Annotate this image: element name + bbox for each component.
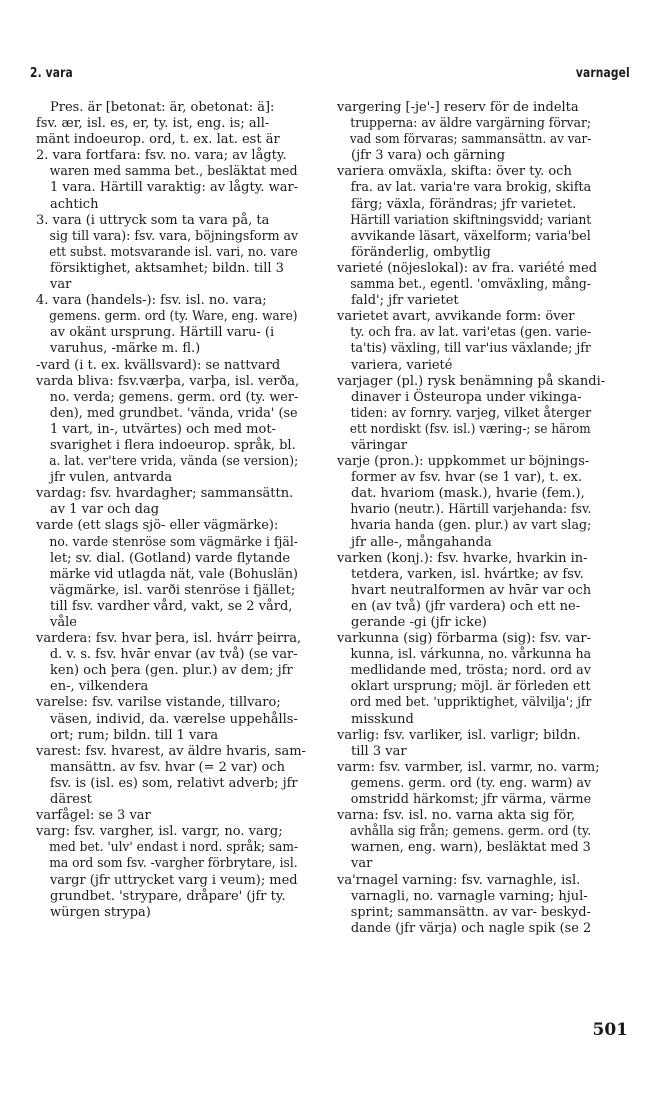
entry-continuation-line: würgen strypa)	[50, 904, 151, 920]
entry-continuation-line: vad som förvaras; sammansättn. av var-	[349, 132, 592, 148]
entry-continuation-line: no. verda; gemens. germ. ord (ty. wer-	[49, 389, 299, 405]
entry-continuation-line: fald'; jfr varietet	[351, 293, 459, 309]
entry-continuation-line: variera, varieté	[351, 357, 453, 373]
page-number: 501	[592, 1020, 628, 1040]
entry-continuation-line: vargr (jfr uttrycket varg i veum); med	[49, 872, 298, 888]
entry-headword-line: varietet avart, avvikande form: över	[337, 309, 575, 325]
entry-headword-line: 2. vara fortfara: fsv. no. vara; av lågty.	[36, 148, 287, 164]
right-column	[337, 100, 605, 937]
entry-continuation-line: hvart neutralformen av hvār var och	[351, 582, 592, 598]
entry-headword-line: mänt indoeurop. ord, t. ex. lat. est är	[36, 132, 280, 148]
entry-headword-line: vardera: fsv. hvar þera, isl. hvárr þeirra,	[36, 631, 302, 647]
entry-continuation-line: försiktighet, aktsamhet; bildn. till 3	[50, 260, 284, 276]
entry-continuation-line: den), med grundbet. 'vända, vrida' (se	[49, 405, 298, 421]
entry-continuation-line: därest	[50, 792, 92, 808]
entry-headword-line: 4. vara (handels-): fsv. isl. no. vara;	[36, 293, 267, 309]
entry-headword-line: fsv. ær, isl. es, er, ty. ist, eng. is; all-	[36, 116, 270, 132]
entry-continuation-line: trupperna: av äldre vargärning förvar;	[350, 116, 591, 132]
entry-continuation-line: sprint; sammansättn. av var- beskyd-	[350, 904, 591, 920]
entry-headword-line: varjager (pl.) rysk benämning på skandi-	[337, 373, 606, 389]
entry-continuation-line: samma bet., egentl. 'omväxling, mång-	[350, 277, 591, 293]
entry-continuation-line: varnagli, no. varnagle varning; hjul-	[351, 888, 588, 904]
entry-headword-line: varje (pron.): uppkommet ur böjnings-	[337, 454, 590, 470]
entry-continuation-line: dat. hvariom (mask.), hvarie (fem.),	[351, 486, 585, 502]
entry-headword-line: varm: fsv. varmber, isl. varmr, no. varm;	[337, 759, 600, 775]
entry-continuation-line: 1 vara. Härtill varaktig: av lågty. war-	[50, 180, 299, 196]
entry-continuation-line: var	[351, 856, 373, 872]
entry-continuation-line: no. varde stenröse som vägmärke i fjäl-	[49, 534, 299, 550]
entry-continuation-line: misskund	[351, 711, 414, 727]
entry-continuation-line: svarighet i flera indoeurop. språk, bl.	[50, 437, 296, 453]
entry-continuation-line: ett nordiskt (fsv. isl.) væring-; se härom	[349, 421, 591, 437]
entry-continuation-line: tetdera, varken, isl. hvártke; av fsv.	[351, 566, 584, 582]
entry-continuation-line: avhålla sig från; gemens. germ. ord (ty.	[350, 824, 592, 840]
entry-continuation-line: a. lat. ver'tere vrida, vända (se version);	[49, 454, 299, 470]
entry-continuation-line: dande (jfr värja) och nagle spik (se 2	[350, 920, 592, 936]
entry-continuation-line: omstridd härkomst; jfr värma, värme	[350, 792, 592, 808]
entry-headword-line: vargering [-je'-] reserv för de indelta	[337, 100, 579, 115]
entry-continuation-line: färg; växla, förändras; jfr varietet.	[351, 196, 577, 212]
entry-continuation-line: till fsv. vardher vård, vakt, se 2 vård,	[50, 598, 293, 614]
running-head-right: varnagel	[575, 66, 630, 81]
entry-continuation-line: gemens. germ. ord (ty. eng. warm) av	[350, 775, 592, 791]
entry-continuation-line: ty. och fra. av lat. vari'etas (gen. varie-	[350, 325, 592, 341]
entry-continuation-line: dinaver i Östeuropa under vikinga-	[351, 389, 582, 405]
entry-continuation-line: kunna, isl. várkunna, no. vårkunna ha	[350, 647, 592, 663]
entry-continuation-line: ord med bet. 'uppriktighet, välvilja'; jfr	[350, 695, 592, 711]
entry-continuation-line: av okänt ursprung. Härtill varu- (i	[50, 325, 275, 341]
entry-continuation-line: ken) och þera (gen. plur.) av dem; jfr	[50, 663, 293, 679]
entry-continuation-line: Pres. är [betonat: är, obetonat: ä]:	[50, 100, 275, 115]
entry-headword-line: vardag: fsv. hvardagher; sammansättn.	[36, 486, 294, 502]
entry-continuation-line: avvikande läsart, växelform; varia'bel	[350, 228, 591, 244]
entry-continuation-line: former av fsv. hvar (se 1 var), t. ex.	[351, 470, 583, 486]
entry-continuation-line: föränderlig, ombytlig	[351, 244, 491, 260]
entry-continuation-line: ort; rum; bildn. till 1 vara	[50, 727, 219, 743]
entry-headword-line: variera omväxla, skifta: över ty. och	[337, 164, 572, 180]
entry-continuation-line: ta'tis) växling, till var'ius växlande; jfr	[350, 341, 591, 357]
entry-continuation-line: vägmärke, isl. varði stenröse i fjället;	[50, 582, 296, 598]
entry-continuation-line: fra. av lat. varia're vara brokig, skifta	[350, 180, 592, 196]
entry-continuation-line: hvario (neutr.). Härtill varjehanda: fsv.	[350, 502, 592, 518]
entry-continuation-line: väringar	[351, 437, 408, 453]
entry-headword-line: varelse: fsv. varilse vistande, tillvaro;	[36, 695, 281, 711]
entry-continuation-line: jfr alle-, mångahanda	[351, 534, 492, 550]
entry-continuation-line: mansättn. av fsv. hvar (= 2 var) och	[50, 759, 286, 775]
entry-continuation-line: en (av två) (jfr vardera) och ett ne-	[351, 598, 581, 614]
entry-continuation-line: väsen, individ, da. værelse uppehålls-	[50, 711, 298, 727]
entry-continuation-line: gemens. germ. ord (ty. Ware, eng. ware)	[49, 309, 298, 325]
entry-headword-line: va'rnagel varning: fsv. varnaghle, isl.	[337, 872, 581, 888]
entry-continuation-line: warnen, eng. warn), besläktat med 3	[350, 840, 591, 856]
entry-headword-line: varieté (nöjeslokal): av fra. variété med	[337, 260, 598, 276]
entry-continuation-line: grundbet. 'strypare, dråpare' (jfr ty.	[50, 888, 286, 904]
entry-headword-line: -vard (i t. ex. kvällsvard): se nattvard	[36, 357, 281, 373]
entry-continuation-line: av 1 var och dag	[50, 502, 160, 518]
left-column	[36, 100, 312, 921]
entry-headword-line: varde (ett slags sjö- eller vägmärke):	[36, 518, 279, 534]
entry-headword-line: varfågel: se 3 var	[36, 808, 151, 824]
entry-headword-line: varg: fsv. vargher, isl. vargr, no. varg;	[36, 824, 283, 840]
entry-headword-line: varna: fsv. isl. no. varna akta sig för,	[337, 808, 576, 824]
entry-continuation-line: varuhus, -märke m. fl.)	[50, 341, 201, 357]
entry-headword-line: varlig: fsv. varliker, isl. varligr; bildn.	[337, 727, 581, 743]
entry-continuation-line: 1 vart, in-, utvärtes) och med mot-	[50, 421, 276, 437]
entry-continuation-line: oklart ursprung; möjl. är förleden ett	[350, 679, 591, 695]
entry-continuation-line: ett subst. motsvarande isl. vari, no. vare	[49, 244, 298, 260]
entry-continuation-line: märke vid utlagda nät, vale (Bohuslän)	[49, 566, 298, 582]
running-head-left: 2. vara	[30, 66, 73, 81]
entry-continuation-line: jfr vulen, antvarda	[50, 470, 173, 486]
entry-continuation-line: tiden: av fornry. varjeg, vilket återger	[350, 405, 592, 421]
entry-continuation-line: våle	[50, 615, 77, 630]
entry-continuation-line: hvaria handa (gen. plur.) av vart slag;	[350, 518, 592, 534]
entry-continuation-line: sig till vara): fsv. vara, böjningsform av	[49, 228, 299, 244]
entry-continuation-line: achtich	[50, 196, 99, 212]
entry-continuation-line: var	[50, 277, 72, 293]
entry-headword-line: varken (konj.): fsv. hvarke, hvarkin in-	[337, 550, 588, 566]
entry-continuation-line: ma ord som fsv. -vargher förbrytare, isl.	[49, 856, 298, 872]
entry-continuation-line: let; sv. dial. (Gotland) varde flytande	[50, 550, 291, 566]
entry-continuation-line: fsv. is (isl. es) som, relativt adverb; jfr	[49, 775, 298, 791]
entry-continuation-line: med bet. 'ulv' endast i nord. språk; sam-	[49, 840, 299, 856]
entry-continuation-line: medlidande med, trösta; nord. ord av	[350, 663, 591, 679]
entry-continuation-line: till 3 var	[351, 743, 407, 759]
entry-headword-line: varda bliva: fsv.værþa, varþa, isl. verða,	[36, 373, 300, 389]
entry-headword-line: varest: fsv. hvarest, av äldre hvaris, sam-	[36, 743, 306, 759]
entry-continuation-line: Härtill variation skiftningsvidd; variant	[350, 212, 592, 228]
entry-continuation-line: gerande -gi (jfr icke)	[351, 615, 487, 630]
entry-continuation-line: d. v. s. fsv. hvār envar (av två) (se var-	[49, 647, 298, 663]
entry-headword-line: varkunna (sig) förbarma (sig): fsv. var-	[337, 631, 592, 647]
entry-continuation-line: waren med samma bet., besläktat med	[49, 164, 298, 180]
entry-continuation-line: (jfr 3 vara) och gärning	[351, 148, 506, 164]
entry-headword-line: 3. vara (i uttryck som ta vara på, ta	[36, 212, 270, 228]
entry-continuation-line: en-, vilkendera	[50, 679, 149, 695]
